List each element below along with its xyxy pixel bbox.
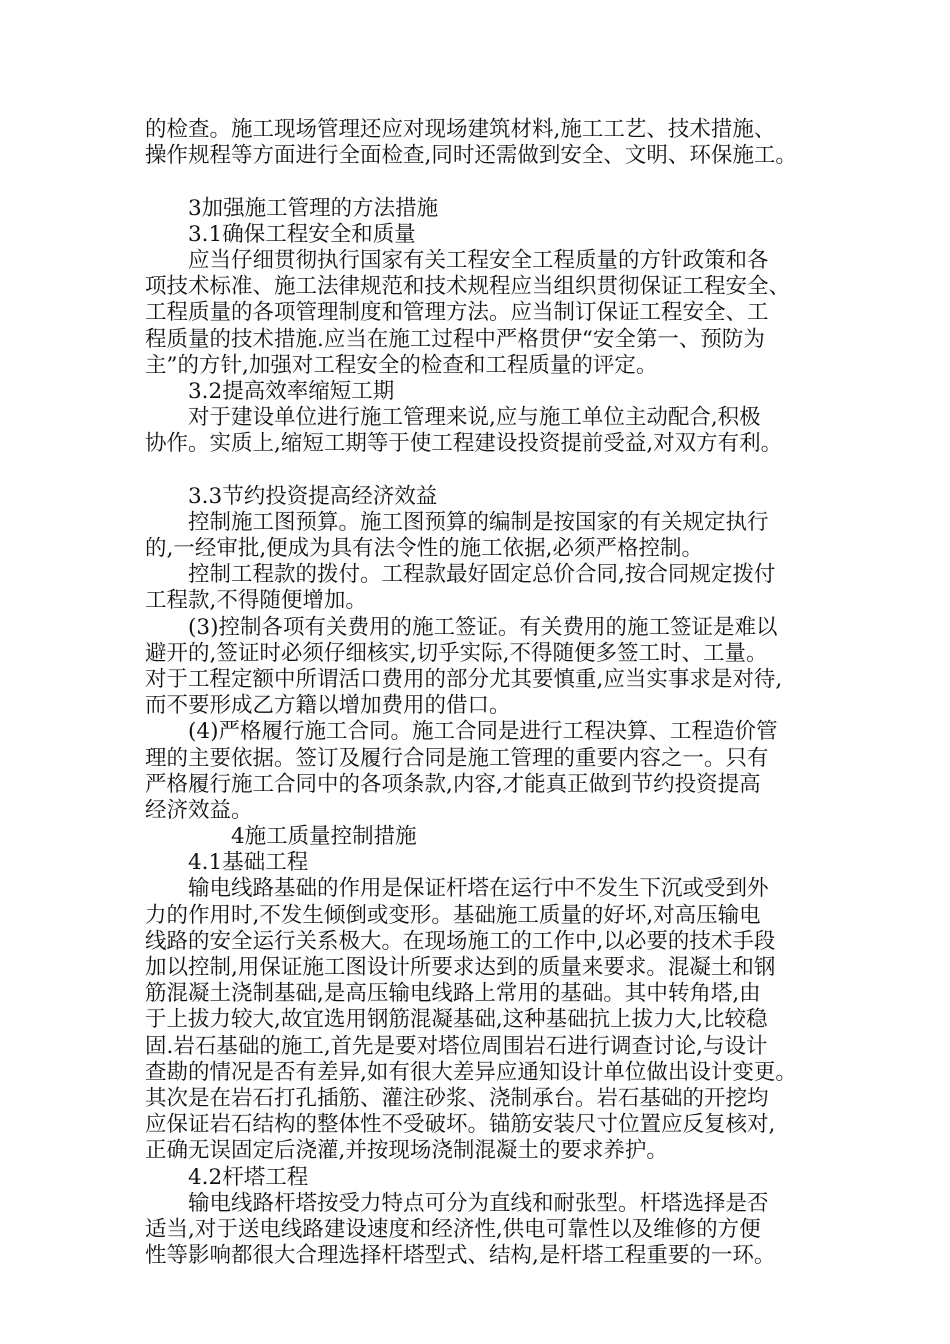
text-line: 对于建设单位进行施工管理来说,应与施工单位主动配合,积极 xyxy=(188,405,761,431)
text-line: 3.3节约投资提高经济效益 xyxy=(188,483,438,509)
text-line: 适当,对于送电线路建设速度和经济性,供电可靠性以及维修的方便 xyxy=(145,1216,761,1242)
text-line: 应当仔细贯彻执行国家有关工程安全工程质量的方针政策和各 xyxy=(188,247,769,273)
document-page xyxy=(145,117,815,1269)
text-line: 3.1确保工程安全和质量 xyxy=(188,221,416,247)
text-line: 3加强施工管理的方法措施 xyxy=(188,195,439,221)
section-heading xyxy=(145,1165,815,1191)
text-line: 严格履行施工合同中的各项条款,内容,才能真正做到节约投资提高 xyxy=(145,771,761,797)
text-line: 控制工程款的拨付。工程款最好固定总价合同,按合同规定拨付 xyxy=(188,562,776,588)
text-line: 的,一经审批,便成为具有法令性的施工依据,必须严格控制。 xyxy=(145,536,704,561)
section-heading xyxy=(145,850,815,876)
text-line: 查勘的情况是否有差异,如有很大差异应通知设计单位做出设计变更。 xyxy=(145,1059,797,1085)
paragraph xyxy=(145,248,815,379)
text-line: 性等影响都很大合理选择杆塔型式、结构,是杆塔工程重要的一环。 xyxy=(145,1243,776,1269)
text-line: 对于工程定额中所谓活口费用的部分尤其要慎重,应当实事求是对待, xyxy=(145,666,783,692)
text-line: (4)严格履行施工合同。施工合同是进行工程决算、工程造价管 xyxy=(188,719,778,745)
text-line: 筋混凝土浇制基础,是高压输电线路上常用的基础。其中转角塔,由 xyxy=(145,981,761,1007)
text-line: 正确无误固定后浇灌,并按现场浇制混凝土的要求养护。 xyxy=(145,1138,668,1164)
text-line: (3)控制各项有关费用的施工签证。有关费用的施工签证是难以 xyxy=(188,614,778,640)
text-line: 线路的安全运行关系极大。在现场施工的工作中,以必要的技术手段 xyxy=(145,928,776,954)
paragraph xyxy=(145,510,815,562)
text-line: 控制施工图预算。施工图预算的编制是按国家的有关规定执行 xyxy=(188,509,769,535)
text-line: 经济效益。 xyxy=(145,797,253,823)
paragraph xyxy=(145,876,815,1164)
section-heading xyxy=(145,196,815,222)
text-line: 理的主要依据。签订及履行合同是施工管理的重要内容之一。只有 xyxy=(145,745,769,771)
text-line: 于上拔力较大,故宜选用钢筋混凝基础,这种基础抗上拔力大,比较稳 xyxy=(145,1007,768,1033)
text-line: 力的作用时,不发生倾倒或变形。基础施工质量的好坏,对高压输电 xyxy=(145,902,761,928)
text-line: 输电线路杆塔按受力特点可分为直线和耐张型。杆塔选择是否 xyxy=(188,1190,769,1216)
text-line: 加以控制,用保证施工图设计所要求达到的质量来要求。混凝土和钢 xyxy=(145,955,776,980)
text-line: 项技术标准、施工法律规范和技术规程应当组织贯彻保证工程安全、 xyxy=(145,274,791,300)
text-line: 4施工质量控制措施 xyxy=(231,824,417,850)
text-line: 程质量的技术措施.应当在施工过程中严格贯伊“安全第一、预防为 xyxy=(145,326,765,352)
section-heading xyxy=(145,824,815,850)
text-line: 操作规程等方面进行全面检查,同时还需做到安全、文明、环保施工。 xyxy=(145,143,797,169)
paragraph xyxy=(145,615,815,720)
paragraph xyxy=(145,117,815,169)
text-line: 输电线路基础的作用是保证杆塔在运行中不发生下沉或受到外 xyxy=(188,876,769,902)
paragraph-gap xyxy=(145,457,815,483)
text-line: 协作。实质上,缩短工期等于使工程建设投资提前受益,对双方有利。 xyxy=(145,431,783,457)
paragraph xyxy=(145,719,815,824)
section-heading xyxy=(145,379,815,405)
text-line: 避开的,签证时必须仔细核实,切乎实际,不得随便多签工时、工量。 xyxy=(145,640,768,666)
paragraph-gap xyxy=(145,169,815,195)
text-line: 4.1基础工程 xyxy=(188,850,309,876)
text-line: 3.2提高效率缩短工期 xyxy=(188,378,395,404)
text-line: 的检查。施工现场管理还应对现场建筑材料,施工工艺、技术措施、 xyxy=(145,117,776,142)
text-line: 应保证岩石结构的整体性不受破坏。锚筋安装尺寸位置应反复核对, xyxy=(145,1112,776,1138)
paragraph xyxy=(145,405,815,457)
paragraph xyxy=(145,1191,815,1270)
text-line: 工程质量的各项管理制度和管理方法。应当制订保证工程安全、工 xyxy=(145,300,769,326)
text-line: 固.岩石基础的施工,首先是要对塔位周围岩石进行调查讨论,与设计 xyxy=(145,1033,768,1059)
text-line: 4.2杆塔工程 xyxy=(188,1164,309,1190)
section-heading xyxy=(145,222,815,248)
text-line: 而不要形成乙方籍以增加费用的借口。 xyxy=(145,693,511,719)
section-heading xyxy=(145,484,815,510)
paragraph xyxy=(145,562,815,614)
text-line: 工程款,不得随便增加。 xyxy=(145,588,367,614)
text-line: 其次是在岩石打孔插筋、灌注砂浆、浇制承台。岩石基础的开挖均 xyxy=(145,1085,769,1111)
text-line: 主”的方针,加强对工程安全的检查和工程质量的评定。 xyxy=(145,352,658,378)
